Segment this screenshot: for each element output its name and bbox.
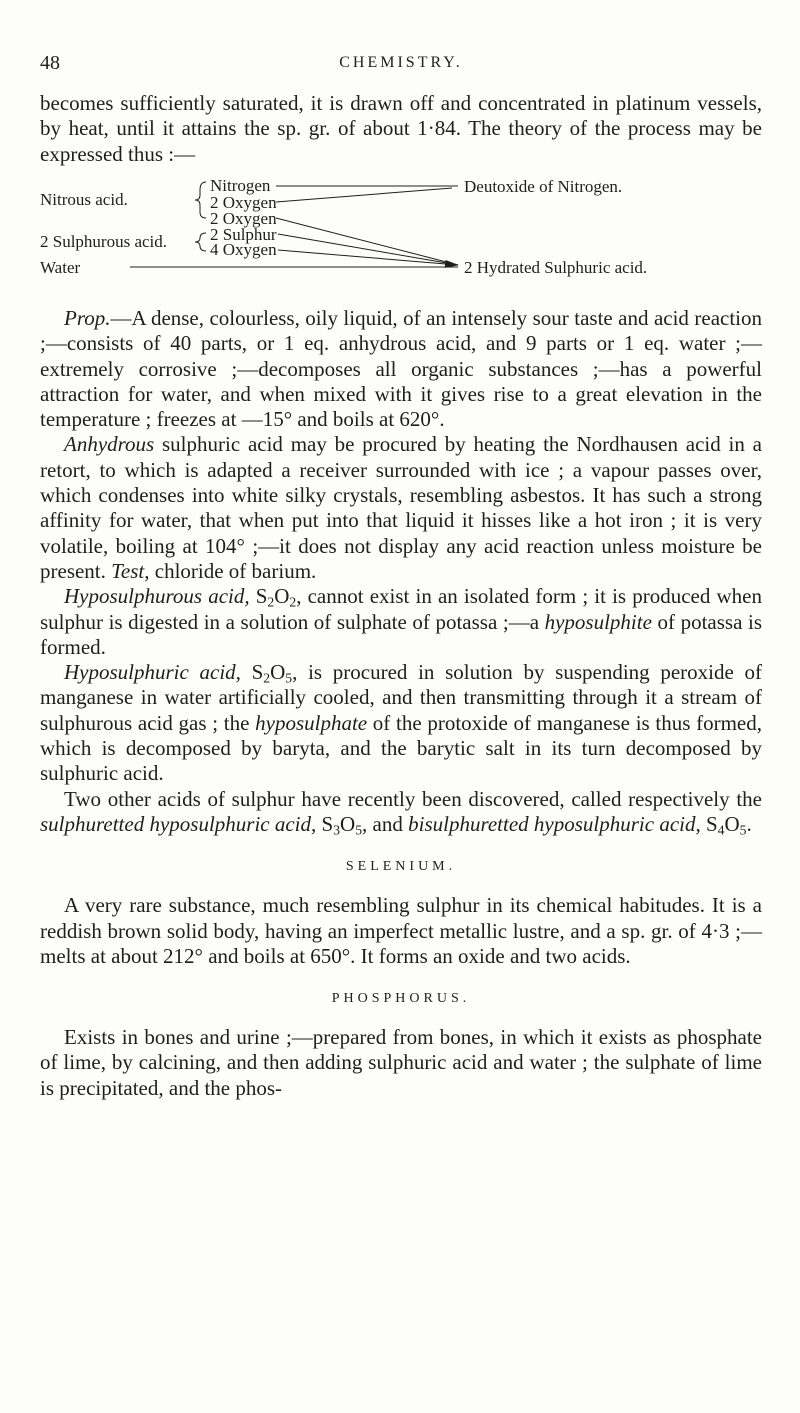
intro-block xyxy=(40,91,762,167)
phosphorus-heading: PHOSPHORUS. xyxy=(331,991,471,1007)
sulphuretted-term: sulphuretted hyposulphuric acid, xyxy=(40,811,317,836)
formula-part: O xyxy=(270,660,286,685)
hyposulphurous-paragraph xyxy=(40,584,762,660)
line-oxygen4-hydrated xyxy=(278,250,458,265)
bracket-sulphurous xyxy=(195,233,206,251)
theory-diagram xyxy=(40,176,762,304)
phosphorus-paragraph: Exists in bones and urine ;—prepared from bones, in which it exists as phosphate of lime, by calcining, and then adding sulphuric acid and water ; the sulphate of lime is precipitated, and the phos- xyxy=(40,1025,762,1100)
bracket-nitrous xyxy=(195,182,206,218)
selenium-paragraph: A very rare substance, much resembling sulphur in its chemical habitudes. It is a reddish brown solid body, having an imperfect metallic lustre, and a sp. gr. of 4·3 ;—melts at about 212° and boils at 650°. It forms an oxide and two acids. xyxy=(40,893,762,968)
label-deutoxide: Deutoxide of Nitrogen. xyxy=(464,177,623,196)
other-acids-text: Two other acids of sulphur have recently been discovered, called respectively the xyxy=(64,786,762,811)
formula-subscript: 5 xyxy=(355,822,363,838)
page-number: 48 xyxy=(40,52,60,74)
label-oxygen-4: 4 Oxygen xyxy=(210,240,277,259)
formula-subscript: 2 xyxy=(263,670,271,686)
formula-subscript: 2 xyxy=(267,594,275,610)
formula-part: S xyxy=(240,660,264,685)
formula-subscript: 2 xyxy=(289,594,297,610)
main-text xyxy=(40,306,762,1101)
running-title: CHEMISTRY. xyxy=(339,54,463,71)
formula-part: S xyxy=(700,811,718,836)
other-acids-paragraph xyxy=(40,787,762,838)
label-sulphur-2: 2 Sulphur xyxy=(210,225,277,244)
test-label: Test, xyxy=(111,558,150,583)
hyposulphate-term: hyposulphate xyxy=(255,710,368,735)
line-oxygen2-hydrated xyxy=(276,218,458,265)
page-header xyxy=(40,52,762,82)
anhydrous-paragraph xyxy=(40,432,762,584)
bisulphuretted-term: bisulphuretted hyposulphuric acid, xyxy=(408,811,701,836)
test-text: chloride of barium. xyxy=(149,558,317,583)
formula-part: S xyxy=(249,584,268,609)
label-hydrated-sulphuric: 2 Hydrated Sulphuric acid. xyxy=(464,258,648,277)
hyposulphuric-paragraph xyxy=(40,660,762,786)
anhydrous-label: Anhydrous xyxy=(64,432,155,457)
hyposulphurous-label: Hyposulphurous acid, xyxy=(64,584,250,609)
prop-label: Prop. xyxy=(64,306,111,330)
prop-paragraph xyxy=(40,306,762,432)
formula-part: S xyxy=(316,811,334,836)
selenium-heading: SELENIUM. xyxy=(345,859,457,875)
intro-paragraph: becomes sufficiently saturated, it is drawn off and concentrated in platinum vessels, by heat, until it attains the sp. gr. of about 1·84. The theory of the process may be expressed thus :— xyxy=(40,91,762,166)
label-oxygen-2b: 2 Oxygen xyxy=(210,209,277,228)
line-sulphur-hydrated xyxy=(278,234,458,265)
formula-subscript: 5 xyxy=(739,822,747,838)
line-oxygen-deutoxide xyxy=(276,188,452,202)
formula-part: O xyxy=(724,811,740,836)
other-acids-text: , and xyxy=(362,811,409,836)
label-nitrogen: Nitrogen xyxy=(210,176,271,195)
formula-subscript: 4 xyxy=(717,822,725,838)
formula-part: O xyxy=(340,811,356,836)
formula-part: O xyxy=(274,584,290,609)
label-oxygen-2a: 2 Oxygen xyxy=(210,193,277,212)
hyposulphuric-label: Hyposulphuric acid, xyxy=(64,660,241,685)
label-water: Water xyxy=(40,258,81,277)
hyposulphite-term: hyposulphite xyxy=(544,609,652,634)
anhydrous-text: sulphuric acid may be procured by heating the Nordhausen acid in a retort, to which is adapted a receiver surrounded with ice ; a vapour passes over, which condenses into white silky crystals, resembling asbestos. It has such a strong affinity for water, that when put into that liquid it hisses like a hot iron ; it is very volatile, boiling at 104° ;—it does not display any acid reaction unless moisture be present. xyxy=(40,432,762,583)
hyposulphuric-text: , is procured in solution by suspending peroxide of manganese in water artificially cooled, and then transmitting through it a stream of sulphurous acid gas ; the xyxy=(40,660,762,735)
formula-subscript: 3 xyxy=(333,822,341,838)
formula-subscript: 5 xyxy=(285,670,293,686)
label-sulphurous-acid: 2 Sulphurous acid. xyxy=(40,232,168,251)
other-acids-text-end: . xyxy=(746,811,752,836)
prop-text: —A dense, colourless, oily liquid, of an intensely sour taste and acid reaction ;—consists of 40 parts, or 1 eq. anhydrous acid, and 9 parts or 1 eq. water ;—extremely corrosive ;—decomposes all organic substances ;—has a powerful attraction for water, and when mixed with it gives rise to a great elevation in the temperature ; freezes at —15° and boils at 620°. xyxy=(40,306,762,432)
label-nitrous-acid: Nitrous acid. xyxy=(40,190,128,209)
hyposulphuric-text-end: of the protoxide of manganese is thus formed, which is decomposed by baryta, and the barytic salt in its turn decomposed by sulphuric acid. xyxy=(40,710,762,786)
hyposulphurous-text-end: of potassa is formed. xyxy=(40,609,762,659)
hyposulphurous-text: , cannot exist in an isolated form ; it is produced when sulphur is digested in a solution of sulphate of potassa ;—a xyxy=(40,584,762,634)
